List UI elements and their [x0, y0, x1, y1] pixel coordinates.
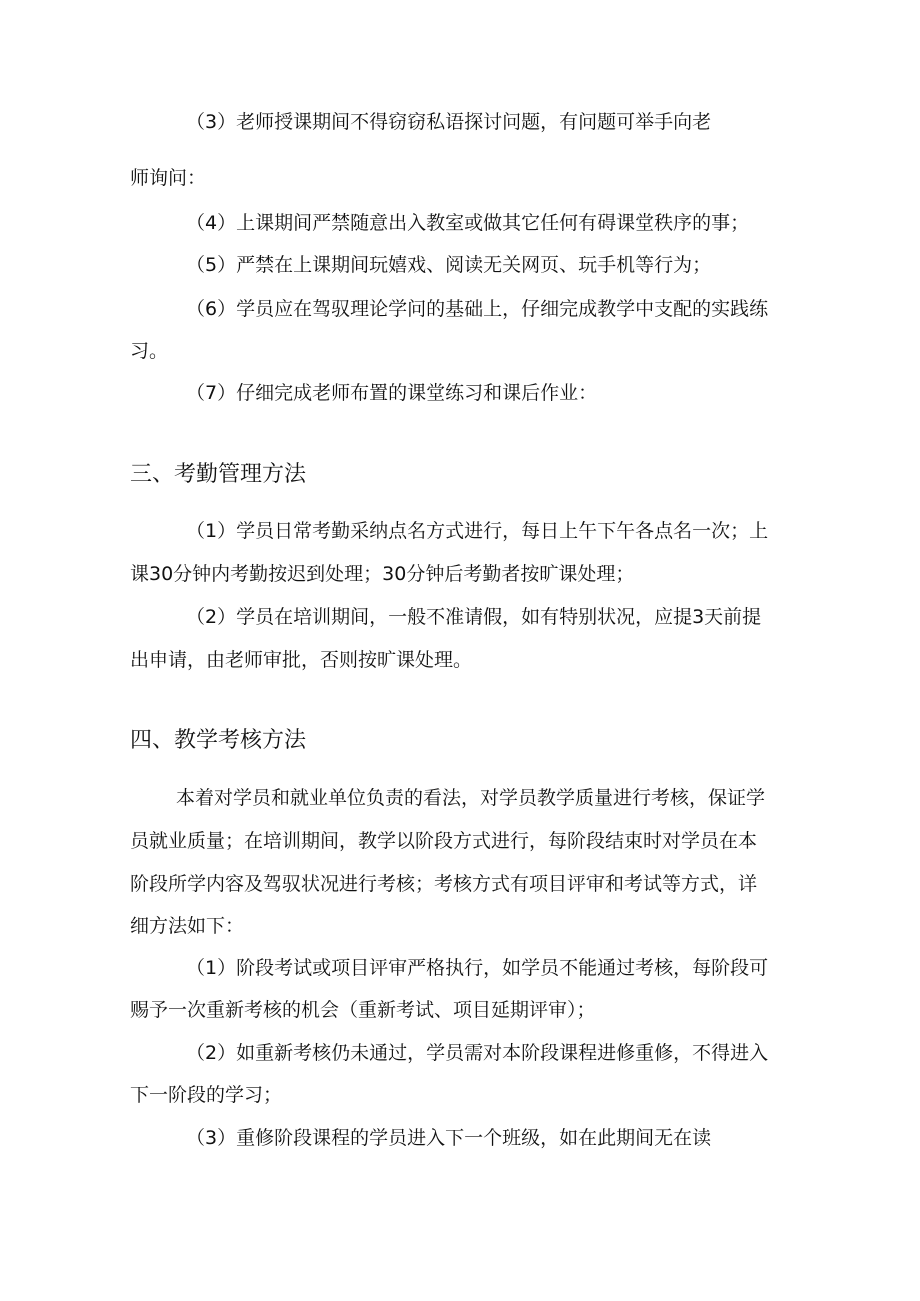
item-6-line-2: 习。 — [130, 340, 169, 362]
section-heading-attendance: 三、考勤管理方法 — [130, 462, 307, 487]
item-4: （4）上课期间严禁随意出入教室或做其它任何有碍课堂秩序的事； — [186, 212, 750, 234]
item-3-line-2: 师询问： — [130, 167, 207, 189]
assessment-intro-line-3: 阶段所学内容及驾驭状况进行考核；考核方式有项目评审和考试等方式，详 — [130, 873, 758, 895]
attendance-item-2-line-2: 出申请，由老师审批，否则按旷课处理。 — [130, 649, 473, 671]
assessment-intro-line-2: 员就业质量；在培训期间，教学以阶段方式进行，每阶段结束时对学员在本 — [130, 830, 758, 852]
attendance-item-1-line-2: 课30分钟内考勤按迟到处理；30分钟后考勤者按旷课处理； — [130, 563, 635, 585]
assessment-item-1-line-2: 赐予一次重新考核的机会（重新考试、项目延期评审）； — [130, 999, 596, 1021]
attendance-item-2-line-1: （2）学员在培训期间，一般不准请假，如有特别状况，应提3天前提 — [186, 606, 762, 628]
assessment-item-1-line-1: （1）阶段考试或项目评审严格执行，如学员不能通过考核，每阶段可 — [186, 957, 769, 979]
item-6-line-1: （6）学员应在驾驭理论学问的基础上，仔细完成教学中支配的实践练 — [186, 298, 769, 320]
assessment-intro-line-4: 细方法如下： — [130, 915, 245, 937]
item-7: （7）仔细完成老师布置的课堂练习和课后作业： — [186, 382, 598, 404]
assessment-item-2-line-1: （2）如重新考核仍未通过，学员需对本阶段课程进修重修，不得进入 — [186, 1042, 769, 1064]
assessment-item-3-line-1: （3）重修阶段课程的学员进入下一个班级，如在此期间无在读 — [186, 1127, 712, 1149]
attendance-item-1-line-1: （1）学员日常考勤采纳点名方式进行，每日上午下午各点名一次；上 — [186, 520, 769, 542]
item-3-line-1: （3）老师授课期间不得窃窃私语探讨问题，有问题可举手向老 — [186, 111, 712, 133]
section-heading-assessment: 四、教学考核方法 — [130, 728, 307, 753]
assessment-intro-line-1: 本着对学员和就业单位负责的看法，对学员教学质量进行考核，保证学 — [176, 787, 766, 809]
assessment-item-2-line-2: 下一阶段的学习； — [130, 1084, 283, 1106]
item-5: （5）严禁在上课期间玩嬉戏、阅读无关网页、玩手机等行为； — [186, 254, 712, 276]
